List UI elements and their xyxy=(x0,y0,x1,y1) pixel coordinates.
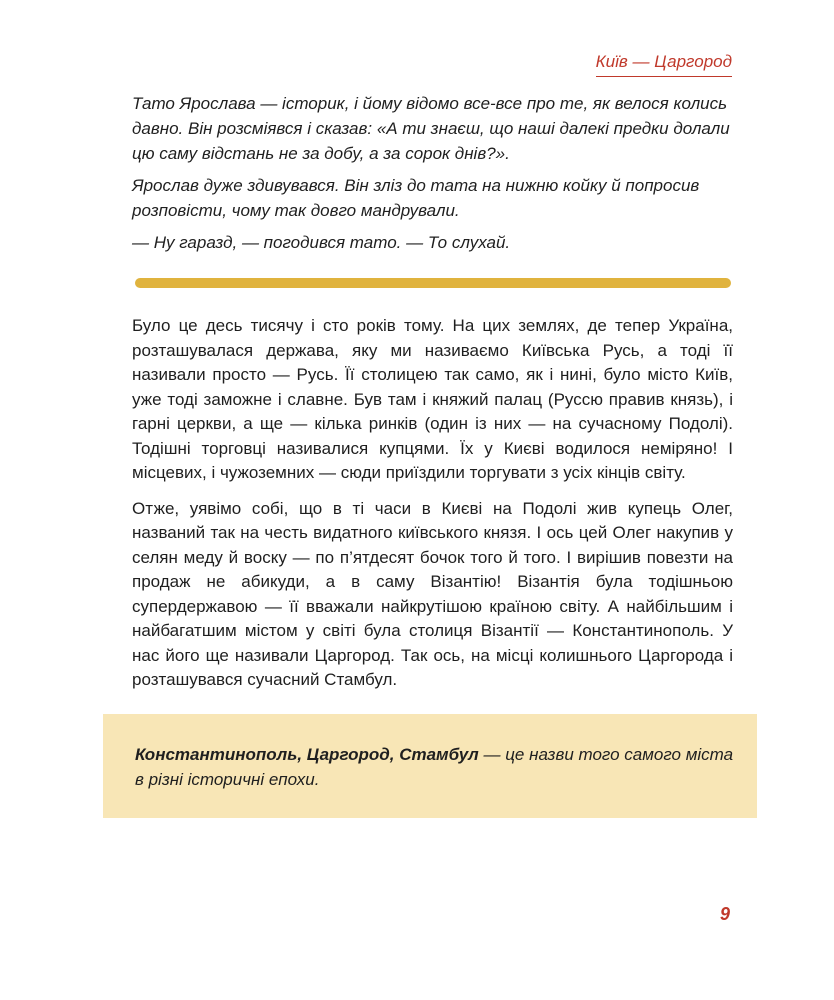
running-head xyxy=(596,52,732,77)
body-paragraph: Було це десь тисячу і сто років тому. На цих землях, де тепер Україна, розташувалася держава, яку ми називаємо Київська Русь, а тоді її називали просто — Русь. Її столицею так само, як і нині, було місто Київ, уже тоді заможне і славне. Був там і княжий палац (Руссю правив князь), і гарні церкви, а ще — кілька ринків (один із них — на сучасному Подолі). Тодішні торговці називалися купцями. Їх у Києві водилося неміряно! І місцевих, і чужоземних — сюди приїздили торгувати з усіх кінців світу. xyxy=(132,316,733,482)
note-text xyxy=(135,742,735,792)
intro-dialogue xyxy=(132,91,736,262)
running-title: Київ — Царгород xyxy=(596,52,732,77)
main-text xyxy=(132,314,733,704)
intro-paragraph: Ярослав дуже здивувався. Він зліз до тата на нижню койку й попросив розповісти, чому так довго мандрували. xyxy=(132,176,700,220)
page-number: 9 xyxy=(719,904,730,924)
note-box xyxy=(103,714,757,818)
intro-paragraph: — Ну гаразд, — погодився тато. — То слухай. xyxy=(132,233,511,252)
note-term: Константинополь, Царгород, Стамбул xyxy=(135,745,479,764)
intro-paragraph: Тато Ярослава — історик, і йому відомо все-все про те, як велося колись давно. Він розсміявся і сказав: «А ти знаєш, що наші далекі предки долали цю саму відстань не за добу, а за сорок днів?». xyxy=(132,94,730,163)
section-divider xyxy=(135,278,731,288)
note-definition: — це назви того самого міста в різні історичні епохи. xyxy=(135,745,734,789)
body-paragraph: Отже, уявімо собі, що в ті часи в Києві на Подолі жив купець Олег, названий так на честь видатного київського князя. І ось цей Олег накупив у селян меду й воску — по п’ятдесят бочок того й того. І вирішив повезти на продаж не абикуди, а в саму Візантію! Візантія була тодішньою супердержавою — її вважали найкрутішою країною світу. А найбільшим і найбагатшим містом у світі була столиця Візантії — Константинополь. У нас його ще називали Царгород. Так ось, на місці колишнього Царгорода і розташувався сучасний Стамбул. xyxy=(132,498,733,689)
